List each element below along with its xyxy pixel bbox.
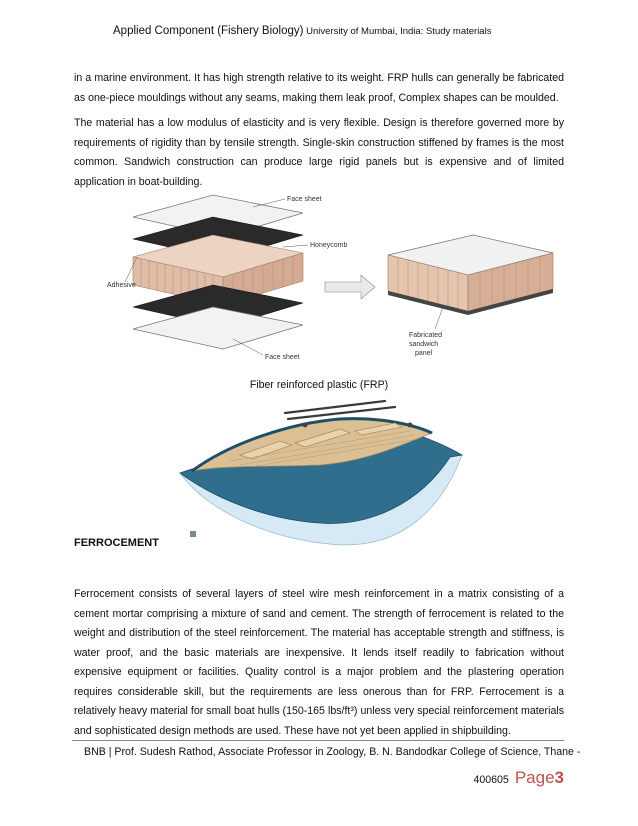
fabricated-panel	[388, 235, 553, 315]
label-fabricated-3: panel	[415, 350, 433, 357]
page-header	[113, 25, 491, 37]
header-course: Applied Component (Fishery Biology)	[113, 25, 304, 37]
label-face-sheet-bottom: Face sheet	[265, 354, 300, 361]
arrow-icon	[325, 275, 375, 299]
label-adhesive: Adhesive	[107, 282, 136, 289]
frp-boat-image	[170, 395, 470, 555]
header-source: University of Mumbai, India: Study materials	[303, 26, 492, 37]
label-honeycomb: Honeycomb	[310, 242, 348, 249]
page-word: Page	[514, 768, 555, 787]
label-fabricated-1: Fabricated	[409, 332, 443, 339]
paragraph-frp-intro: in a marine environment. It has high strength relative to its weight. FRP hulls can generally be fabricated as one-piece mouldings without any seams, making them leak proof, Complex shapes can be moulded.	[74, 72, 564, 104]
figure-caption: Fiber reinforced plastic (FRP)	[249, 379, 389, 391]
paragraph-ferrocement: Ferrocement consists of several layers of steel wire mesh reinforcement in a matrix consisting of a cement mortar comprising a mixture of sand and cement. The strength of ferrocement is related to the weight and distribution of the steel reinforcement. The material has acceptable strength and stiffness, is water proof, and the basic materials are inexpensive. It lends itself readily to fabrication without expensive equipment or facilities. Quality control is a major problem and the plastering operation requires considerable skill, but the requirements are less onerous than for FRP. Ferrocement is a relatively heavy material for small boat hulls (150-165 lbs/ft³) unless very special reinforcement materials and sophisticated design methods are used. These have not yet been applied in shipbuilding.	[74, 588, 564, 737]
footer-divider	[72, 740, 564, 741]
footer-text: BNB | Prof. Sudesh Rathod, Associate Professor in Zoology, B. N. Bandodkar College of Science, Thane -	[84, 746, 581, 758]
footer-postcode: 400605	[473, 774, 509, 786]
sandwich-panel-figure	[103, 187, 563, 367]
section-heading-ferrocement: FERROCEMENT	[74, 537, 159, 549]
label-fabricated-2: sandwich	[409, 341, 439, 348]
label-face-sheet-top: Face sheet	[287, 196, 322, 203]
page-number: 3	[554, 768, 564, 787]
page-number-block	[473, 768, 564, 788]
paragraph-frp-design: The material has a low modulus of elasticity and is very flexible. Design is therefore governed more by requirements of rigidity than by tensile strength. Single-skin construction stiffened by frames is the most common. Sandwich construction can produce large rigid panels but is expensive and of limited application in boat-building.	[74, 117, 564, 188]
